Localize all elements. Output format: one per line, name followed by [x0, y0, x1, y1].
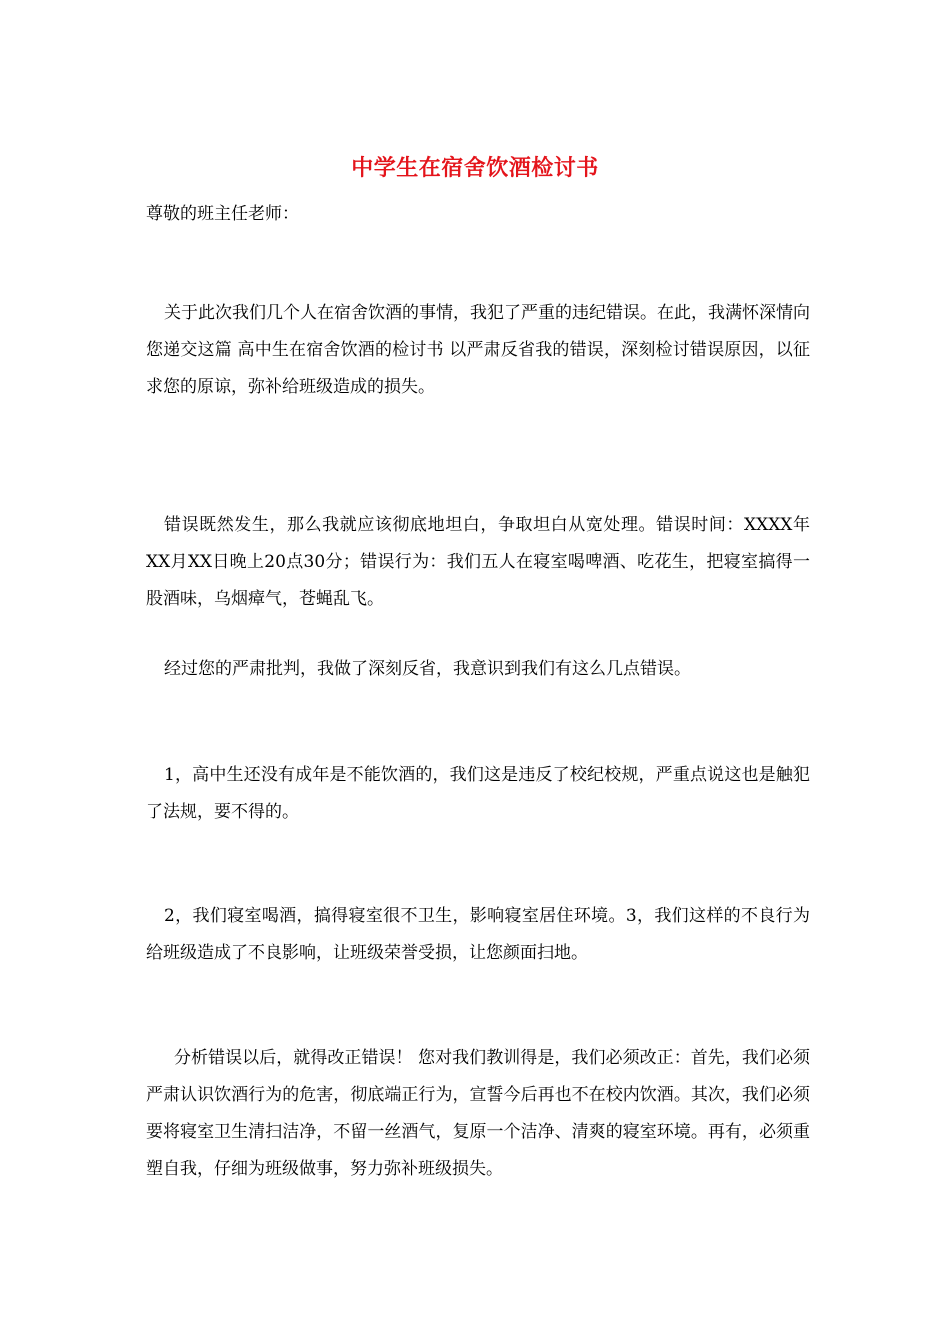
paragraph-intro: 关于此次我们几个人在宿舍饮酒的事情，我犯了严重的违纪错误。在此，我满怀深情向您递交这篇 高中生在宿舍饮酒的检讨书 以严肃反省我的错误，深刻检讨错误原因，以征求您的原谅，弥补给班级造成的损失。 — [146, 303, 810, 397]
document-title: 中学生在宿舍饮酒检讨书 — [351, 155, 599, 181]
paragraph-confession: 错误既然发生，那么我就应该彻底地坦白，争取坦白从宽处理。错误时间：XXXX年XX月XX日晚上20点30分；错误行为：我们五人在寝室喝啤酒、吃花生，把寝室搞得一股酒味，乌烟瘴气，苍蝇乱飞。 — [146, 515, 810, 609]
paragraph-reflection: 经过您的严肃批判，我做了深刻反省，我意识到我们有这么几点错误。 — [164, 659, 691, 679]
salutation: 尊敬的班主任老师： — [146, 204, 299, 224]
paragraph-correction: 分析错误以后，就得改正错误！ 您对我们教训得是，我们必须改正：首先，我们必须严肃认识饮酒行为的危害，彻底端正行为，宣誓今后再也不在校内饮酒。其次，我们必须要将寝室卫生清扫洁净，不留一丝酒气，复原一个洁净、清爽的寝室环境。再有，必须重塑自我，仔细为班级做事，努力弥补班级损失。 — [146, 1048, 810, 1179]
paragraph-point-1: 1，高中生还没有成年是不能饮酒的，我们这是违反了校纪校规，严重点说这也是触犯了法规，要不得的。 — [146, 765, 810, 822]
paragraph-point-2-3: 2，我们寝室喝酒，搞得寝室很不卫生，影响寝室居住环境。3，我们这样的不良行为给班级造成了不良影响，让班级荣誉受损，让您颜面扫地。 — [146, 906, 810, 963]
